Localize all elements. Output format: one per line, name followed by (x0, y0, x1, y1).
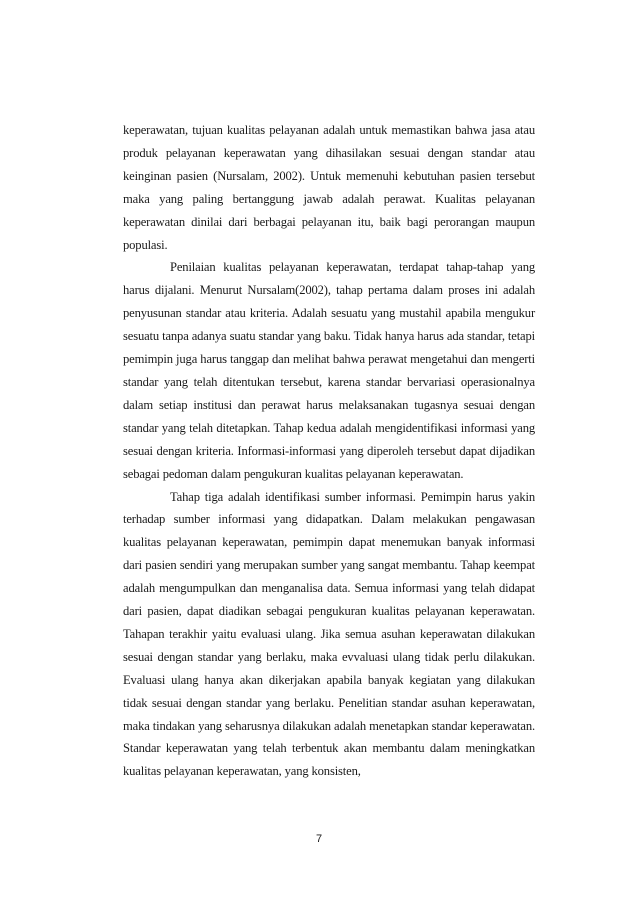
paragraph-3: Tahap tiga adalah identifikasi sumber informasi. Pemimpin harus yakin terhadap sumber informasi yang didapatkan. Dalam melakukan pengawasan kualitas pelayanan keperawatan, pemimpin dapat menemukan banyak informasi dari pasien sendiri yang merupakan sumber yang sangat membantu. Tahap keempat adalah mengumpulkan dan menganalisa data. Semua informasi yang telah didapat dari pasien, dapat diadikan sebagai pengukuran kualitas pelayanan keperawatan. Tahapan terakhir yaitu evaluasi ulang. Jika semua asuhan keperawatan dilakukan sesuai dengan standar yang berlaku, maka evvaluasi ulang tidak perlu dilakukan. Evaluasi ulang hanya akan dikerjakan apabila banyak kegiatan yang dilakukan tidak sesuai dengan standar yang berlaku. Penelitian standar asuhan keperawatan, maka tindakan yang seharusnya dilakukan adalah menetapkan standar keperawatan. Standar keperawatan yang telah terbentuk akan membantu dalam meningkatkan kualitas pelayanan keperawatan, yang konsisten, (123, 489, 535, 779)
paragraph-1: keperawatan, tujuan kualitas pelayanan adalah untuk memastikan bahwa jasa atau produk pelayanan keperawatan yang dihasilakan sesuai dengan standar atau keinginan pasien (Nursalam, 2002). Untuk memenuhi kebutuhan pasien tersebut maka yang paling bertanggung jawab adalah perawat. Kualitas pelayanan keperawatan dinilai dari berbagai pelayanan itu, baik bagi perorangan maupun populasi. (123, 123, 535, 252)
paragraph-2: Penilaian kualitas pelayanan keperawatan, terdapat tahap-tahap yang harus dijalani. Menurut Nursalam(2002), tahap pertama dalam proses ini adalah penyusunan standar atau kriteria. Adalah sesuatu yang mustahil apabila mengukur sesuatu tanpa adanya suatu standar yang baku. Tidak hanya harus ada standar, tetapi pemimpin juga harus tanggap dan melihat bahwa perawat mengetahui dan mengerti standar yang telah ditentukan tersebut, karena standar bervariasi operasionalnya dalam setiap institusi dan perawat harus melaksanakan tugasnya sesuai dengan standar yang telah ditetapkan. Tahap kedua adalah mengidentifikasi informasi yang sesuai dengan kriteria. Informasi-informasi yang diperoleh tersebut dapat dijadikan sebagai pedoman dalam pengukuran kualitas pelayanan keperawatan. (123, 260, 535, 481)
page-number: 7 (315, 833, 323, 845)
body-text (123, 119, 535, 783)
